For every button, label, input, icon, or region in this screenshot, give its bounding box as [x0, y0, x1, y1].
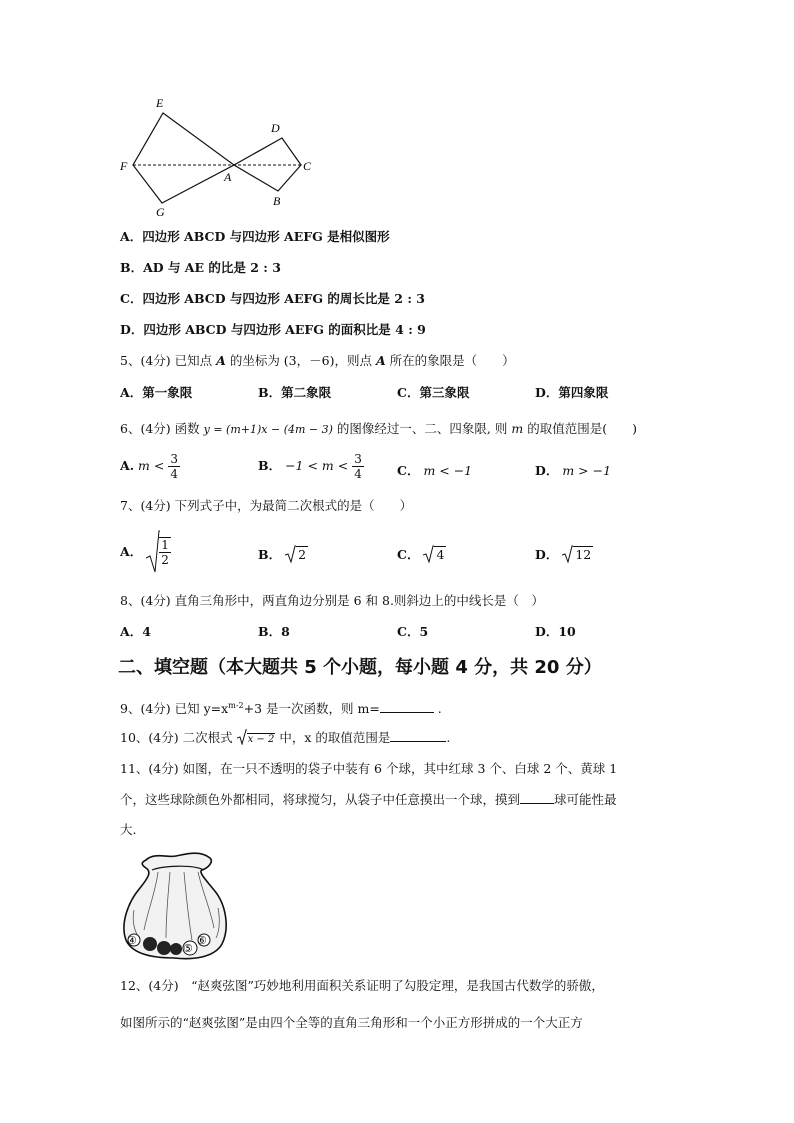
q6-option-a: A. m < $\frac{3}{4}$ — [120, 452, 178, 481]
q6-option-d: D． m > −1 — [535, 463, 612, 478]
label-C: C — [303, 159, 312, 173]
q8-option-c: C．5 — [397, 624, 429, 639]
q8-option-b: B．8 — [258, 624, 290, 639]
q7-option-a: A． $\frac{1}{2}$ — [120, 530, 171, 574]
ball-label-5: ⑤ — [183, 942, 193, 955]
ball-label-4: ④ — [127, 934, 137, 947]
q6-stem: 6、(4分) 函数 y = (m+1)x − (4m − 3) 的图像经过一、二、四象限, 则 m 的取值范围是( ) — [120, 421, 637, 436]
q8-option-a: A．4 — [120, 624, 151, 639]
label-A: A — [224, 170, 232, 184]
label-B: B — [273, 194, 281, 208]
section-heading: 二、填空题（本大题共 5 个小题，每小题 4 分，共 20 分） — [118, 657, 602, 678]
q7-option-b: B． 2 — [258, 547, 307, 562]
q5-stem: 5、(4分) 已知点 A 的坐标为 (3，－6)，则点 A 所在的象限是（ ） — [120, 353, 515, 368]
q5-option-c: C．第三象限 — [397, 385, 470, 400]
ball-label-6: ⑥ — [197, 934, 207, 947]
q11-line1: 11、(4分) 如图，在一只不透明的袋子中装有 6 个球，其中红球 3 个、白球 2 个、黄球 1 — [120, 761, 618, 776]
q9-stem: 9、(4分) 已知 $y=x^{m-2}+3$ 是一次函数，则 m= . — [120, 701, 442, 717]
label-E: E — [156, 96, 164, 110]
q4-option-d: D．四边形 ABCD 与四边形 AEFG 的面积比是 4 : 9 — [120, 322, 426, 337]
q4-option-c: C．四边形 ABCD 与四边形 AEFG 的周长比是 2 : 3 — [120, 291, 425, 306]
q7-stem: 7、(4分) 下列式子中，为最简二次根式的是（ ） — [120, 498, 413, 513]
q6-option-b: B． −1 < m < $\frac{3}{4}$ — [258, 452, 362, 481]
q7-option-c: C． 4 — [397, 547, 445, 562]
q12-line1: 12、(4分) “赵爽弦图”巧妙地利用面积关系证明了勾股定理，是我国古代数学的骄傲， — [120, 978, 604, 993]
q11-line2: 个，这些球除颜色外都相同，将球搅匀，从袋子中任意摸出一个球，摸到 球可能性最 — [120, 792, 617, 807]
q10-answer-blank[interactable] — [390, 741, 446, 742]
q5-option-d: D．第四象限 — [535, 385, 609, 400]
q11-answer-blank[interactable] — [520, 803, 554, 804]
q11-line3: 大. — [120, 822, 137, 837]
ball-bag-illustration — [122, 850, 230, 962]
q8-stem: 8、(4分) 直角三角形中，两直角边分别是 6 和 8.则斜边上的中线长是（ ） — [120, 593, 544, 608]
label-F: F — [120, 159, 128, 173]
label-D: D — [271, 121, 280, 135]
q6-option-c: C． m < −1 — [397, 463, 473, 478]
q7-option-d: D． 12 — [535, 547, 592, 562]
q4-option-a: A．四边形 ABCD 与四边形 AEFG 是相似图形 — [120, 229, 390, 244]
quadrilateral-figure — [115, 92, 330, 222]
q12-line2: 如图所示的“赵爽弦图”是由四个全等的直角三角形和一个小正方形拼成的一个大正方 — [120, 1015, 583, 1030]
q5-option-a: A．第一象限 — [120, 385, 193, 400]
label-G: G — [156, 205, 165, 219]
q8-option-d: D．10 — [535, 624, 576, 639]
q10-stem: 10、(4分) 二次根式 x − 2 中，x 的取值范围是 . — [120, 730, 451, 745]
q5-option-b: B．第二象限 — [258, 385, 332, 400]
q4-option-b: B．AD 与 AE 的比是 2 : 3 — [120, 260, 281, 275]
q9-answer-blank[interactable] — [380, 712, 434, 713]
